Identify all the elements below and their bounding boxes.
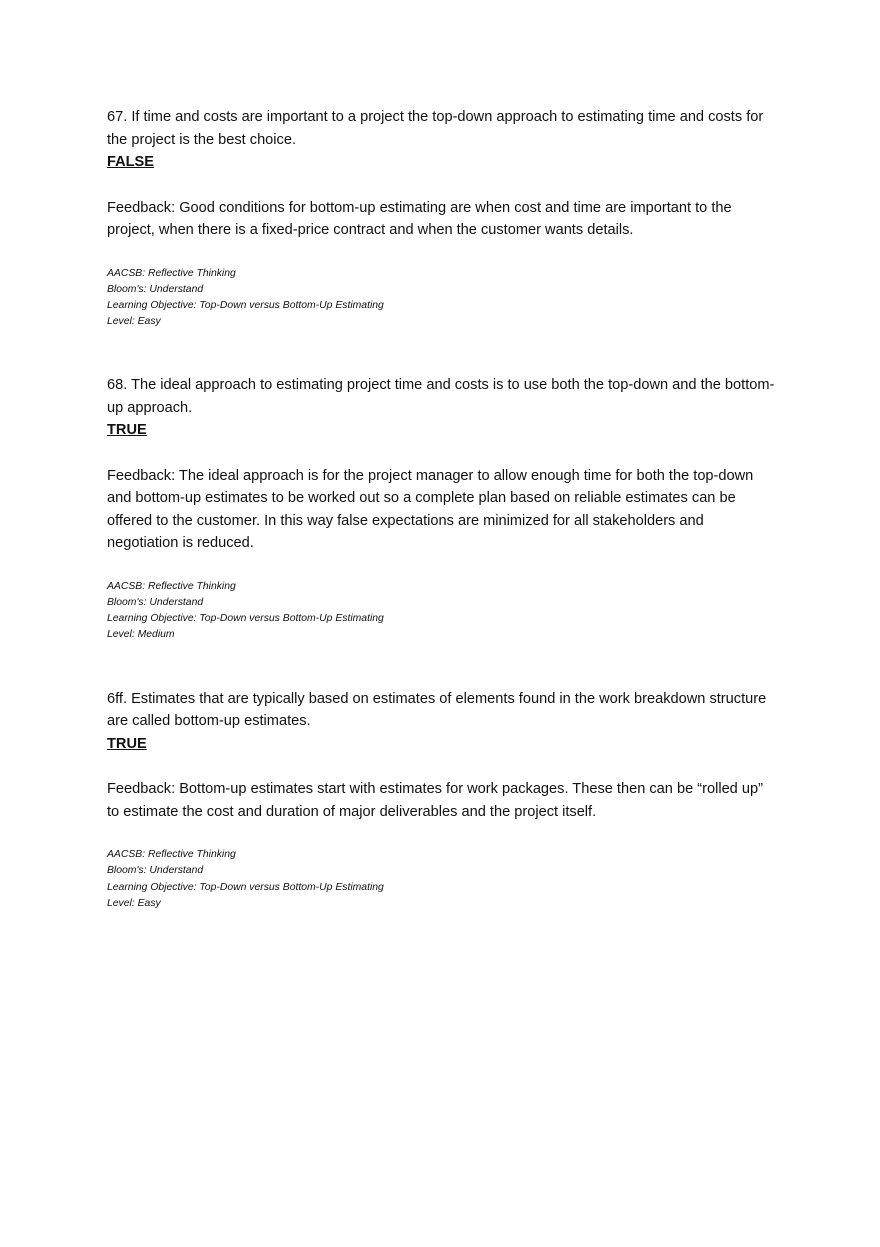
question-metadata bbox=[107, 579, 779, 644]
feedback-text: Feedback: Good conditions for bottom-up estimating are when cost and time are important to the project, when there is a fixed-price contract and when the customer wants details. bbox=[107, 199, 732, 238]
question-text: 67. If time and costs are important to a project the top-down approach to estimating time and costs for the project is the best choice. bbox=[107, 109, 764, 148]
aacsb-tag: AACSB: Reflective Thinking bbox=[107, 849, 236, 861]
aacsb-tag: AACSB: Reflective Thinking bbox=[107, 267, 236, 279]
feedback-text: Feedback: Bottom-up estimates start with estimates for work packages. These then can be “rolled up” to estimate the cost and duration of major deliverables and the project itself. bbox=[107, 781, 763, 820]
document-page bbox=[107, 106, 779, 912]
answer-label: TRUE bbox=[107, 422, 147, 439]
learning-objective-tag: Learning Objective: Top-Down versus Bottom-Up Estimating bbox=[107, 881, 384, 893]
question-text: 6ff. Estimates that are typically based on estimates of elements found in the work breakdown structure are called bottom-up estimates. bbox=[107, 690, 767, 730]
answer-label: TRUE bbox=[107, 735, 147, 752]
learning-objective-tag: Learning Objective: Top-Down versus Bottom-Up Estimating bbox=[107, 613, 384, 625]
question-68 bbox=[107, 374, 779, 643]
question-metadata bbox=[107, 847, 779, 912]
blooms-tag: Bloom's: Understand bbox=[107, 597, 204, 609]
question-69 bbox=[107, 688, 779, 912]
learning-objective-tag: Learning Objective: Top-Down versus Bottom-Up Estimating bbox=[107, 299, 384, 311]
aacsb-tag: AACSB: Reflective Thinking bbox=[107, 580, 236, 592]
level-tag: Level: Easy bbox=[107, 316, 161, 328]
answer-label: FALSE bbox=[107, 154, 155, 170]
question-text: 68. The ideal approach to estimating project time and costs is to use both the top-down and the bottom-up approach. bbox=[107, 377, 775, 416]
question-67 bbox=[107, 106, 779, 330]
level-tag: Level: Medium bbox=[107, 629, 175, 641]
feedback-text: Feedback: The ideal approach is for the project manager to allow enough time for both the top-down and bottom-up estimates to be worked out so a complete plan based on reliable estimates can be offered to the customer. In this way false expectations are minimized for all stakeholders and negotiation is reduced. bbox=[107, 467, 754, 552]
level-tag: Level: Easy bbox=[107, 897, 161, 909]
blooms-tag: Bloom's: Understand bbox=[107, 283, 204, 295]
question-metadata bbox=[107, 266, 779, 331]
blooms-tag: Bloom's: Understand bbox=[107, 865, 204, 877]
